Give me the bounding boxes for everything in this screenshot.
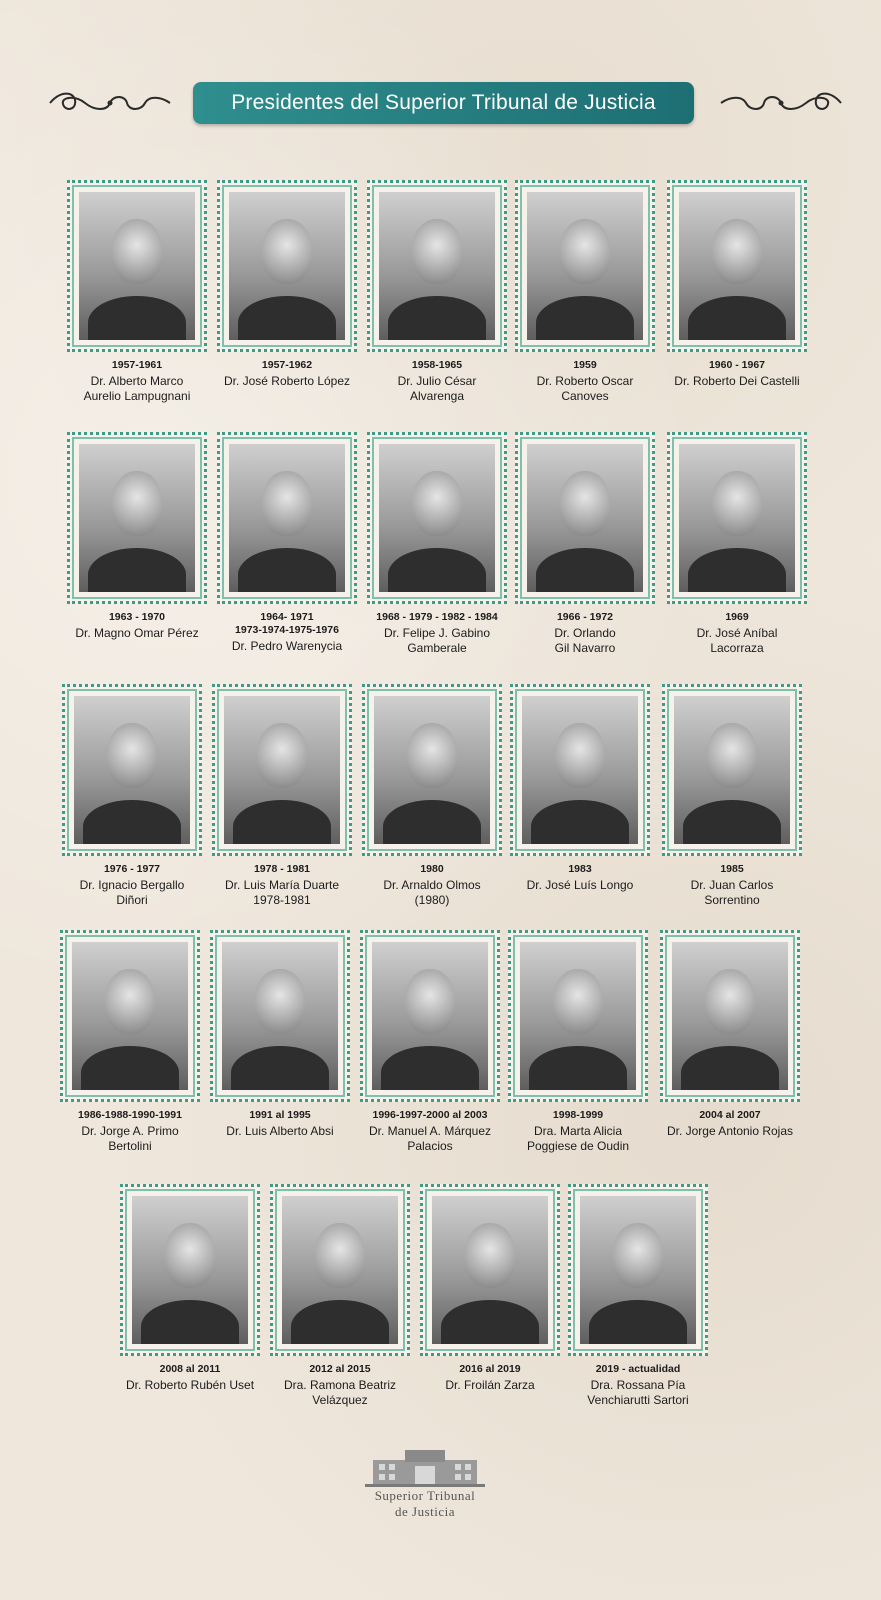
president-name: Dr. Luis Alberto Absi <box>226 1124 334 1138</box>
portrait-photo <box>679 444 795 592</box>
president-name: Dr. Julio César Alvarenga <box>397 374 477 403</box>
portrait-photo <box>72 942 188 1090</box>
president-card <box>667 180 807 389</box>
portrait-photo <box>79 444 195 592</box>
institution-logo <box>360 1446 490 1546</box>
portrait-photo <box>432 1196 548 1344</box>
president-name: Dr. Juan Carlos Sorrentino <box>690 878 774 907</box>
president-card <box>270 1184 410 1408</box>
portrait-frame <box>662 684 802 856</box>
president-name: Dr. Roberto Rubén Uset <box>125 1378 255 1392</box>
term-years: 1960 - 1967 <box>708 359 766 371</box>
portrait-photo <box>379 444 495 592</box>
term-years: 1966 - 1972 <box>556 611 614 623</box>
president-card <box>217 432 357 654</box>
term-years: 1959 <box>573 359 597 371</box>
president-card <box>367 180 507 404</box>
term-years: 1983 <box>568 863 592 875</box>
portrait-frame <box>367 432 507 604</box>
term-years: 1969 <box>725 611 749 623</box>
president-card <box>515 180 655 404</box>
portrait-row <box>0 684 881 934</box>
president-name: Dr. Alberto Marco Aurelio Lampugnani <box>83 374 191 403</box>
portrait-photo <box>527 444 643 592</box>
portrait-frame <box>360 930 500 1102</box>
president-card <box>67 180 207 404</box>
portrait-frame <box>120 1184 260 1356</box>
portrait-row <box>0 1184 881 1434</box>
term-years: 2012 al 2015 <box>309 1363 371 1375</box>
portrait-frame <box>515 432 655 604</box>
portrait-photo <box>674 696 790 844</box>
portrait-frame <box>67 180 207 352</box>
president-name: Dr. Jorge Antonio Rojas <box>666 1124 794 1138</box>
president-card <box>367 432 507 656</box>
president-card <box>515 432 655 656</box>
term-years: 1980 <box>420 863 444 875</box>
president-card <box>568 1184 708 1408</box>
president-name: Dr. Ignacio Bergallo Diñori <box>79 878 185 907</box>
president-card <box>420 1184 560 1393</box>
term-years: 1998-1999 <box>552 1109 604 1121</box>
president-name: Dra. Rossana Pía Venchiarutti Sartori <box>587 1378 689 1407</box>
portrait-photo <box>132 1196 248 1344</box>
president-name: Dra. Ramona Beatriz Velázquez <box>283 1378 397 1407</box>
portrait-row <box>0 930 881 1180</box>
portrait-photo <box>679 192 795 340</box>
portrait-frame <box>217 432 357 604</box>
president-name: Dr. José Aníbal Lacorraza <box>696 626 778 655</box>
portrait-frame <box>420 1184 560 1356</box>
portrait-photo <box>74 696 190 844</box>
flourish-ornament-icon <box>716 88 846 118</box>
term-years: 1964- 1971 <box>260 611 314 623</box>
term-years-extra: 1973-1974-1975-1976 <box>235 624 339 636</box>
president-card <box>212 684 352 908</box>
president-name: Dr. Felipe J. Gabino Gamberale <box>383 626 491 655</box>
portrait-frame <box>362 684 502 856</box>
president-name: Dr. Pedro Warenycia <box>231 639 343 653</box>
courthouse-logo-icon <box>365 1446 485 1488</box>
president-name: Dr. Roberto Oscar Canoves <box>536 374 634 403</box>
portrait-photo <box>229 192 345 340</box>
president-card <box>362 684 502 908</box>
president-name: Dr. Orlando Gil Navarro <box>554 626 616 655</box>
portrait-frame <box>568 1184 708 1356</box>
term-years: 1957-1962 <box>261 359 313 371</box>
term-years: 1957-1961 <box>111 359 163 371</box>
president-name: Dr. Arnaldo Olmos (1980) <box>383 878 481 907</box>
president-name: Dr. Roberto Dei Castelli <box>674 374 800 388</box>
term-years: 1986-1988-1990-1991 <box>78 1109 182 1121</box>
president-name: Dr. Froilán Zarza <box>445 1378 535 1392</box>
portrait-photo <box>374 696 490 844</box>
term-years: 2016 al 2019 <box>459 1363 521 1375</box>
portrait-photo <box>229 444 345 592</box>
president-card <box>62 684 202 908</box>
term-years: 1976 - 1977 <box>103 863 161 875</box>
portrait-frame <box>212 684 352 856</box>
president-card <box>60 930 200 1154</box>
term-years: 2019 - actualidad <box>595 1363 681 1375</box>
president-name: Dr. José Roberto López <box>223 374 351 388</box>
president-card <box>667 432 807 656</box>
portrait-photo <box>522 696 638 844</box>
term-years: 1991 al 1995 <box>249 1109 311 1121</box>
portrait-frame <box>510 684 650 856</box>
portrait-photo <box>580 1196 696 1344</box>
portrait-row <box>0 432 881 682</box>
portrait-photo <box>527 192 643 340</box>
portrait-frame <box>508 930 648 1102</box>
president-card <box>120 1184 260 1393</box>
president-card <box>210 930 350 1139</box>
portrait-photo <box>224 696 340 844</box>
portrait-frame <box>60 930 200 1102</box>
logo-line-1: Superior Tribunal <box>374 1488 476 1503</box>
portrait-frame <box>62 684 202 856</box>
page-title: Presidentes del Superior Tribunal de Justicia <box>193 82 694 124</box>
portrait-frame <box>270 1184 410 1356</box>
portrait-frame <box>367 180 507 352</box>
term-years: 1985 <box>720 863 744 875</box>
portrait-frame <box>660 930 800 1102</box>
president-name: Dr. Jorge A. Primo Bertolini <box>81 1124 179 1153</box>
president-card <box>508 930 648 1154</box>
header <box>0 82 881 124</box>
term-years: 1978 - 1981 <box>253 863 311 875</box>
portrait-photo <box>282 1196 398 1344</box>
term-years: 2008 al 2011 <box>159 1363 221 1375</box>
portrait-frame <box>67 432 207 604</box>
president-name: Dr. Manuel A. Márquez Palacios <box>368 1124 492 1153</box>
portrait-photo <box>520 942 636 1090</box>
portrait-frame <box>210 930 350 1102</box>
term-years: 1958-1965 <box>411 359 463 371</box>
portrait-photo <box>79 192 195 340</box>
president-card <box>67 432 207 641</box>
president-card <box>360 930 500 1154</box>
portrait-photo <box>222 942 338 1090</box>
portrait-frame <box>667 432 807 604</box>
term-years: 2004 al 2007 <box>699 1109 761 1121</box>
logo-line-2: de Justicia <box>394 1504 455 1519</box>
president-card <box>217 180 357 389</box>
president-card <box>510 684 650 893</box>
term-years: 1996-1997-2000 al 2003 <box>372 1109 488 1121</box>
president-name: Dr. Luis María Duarte 1978-1981 <box>224 878 340 907</box>
president-name: Dra. Marta Alicia Poggiese de Oudin <box>526 1124 630 1153</box>
president-card <box>662 684 802 908</box>
president-name: Dr. José Luís Longo <box>526 878 634 892</box>
portrait-frame <box>667 180 807 352</box>
portrait-photo <box>672 942 788 1090</box>
portrait-row <box>0 180 881 430</box>
president-name: Dr. Magno Omar Pérez <box>75 626 199 640</box>
president-card <box>660 930 800 1139</box>
portrait-frame <box>515 180 655 352</box>
term-years: 1963 - 1970 <box>108 611 166 623</box>
term-years: 1968 - 1979 - 1982 - 1984 <box>376 611 498 623</box>
portrait-photo <box>379 192 495 340</box>
portrait-frame <box>217 180 357 352</box>
flourish-ornament-icon <box>45 88 175 118</box>
portrait-photo <box>372 942 488 1090</box>
